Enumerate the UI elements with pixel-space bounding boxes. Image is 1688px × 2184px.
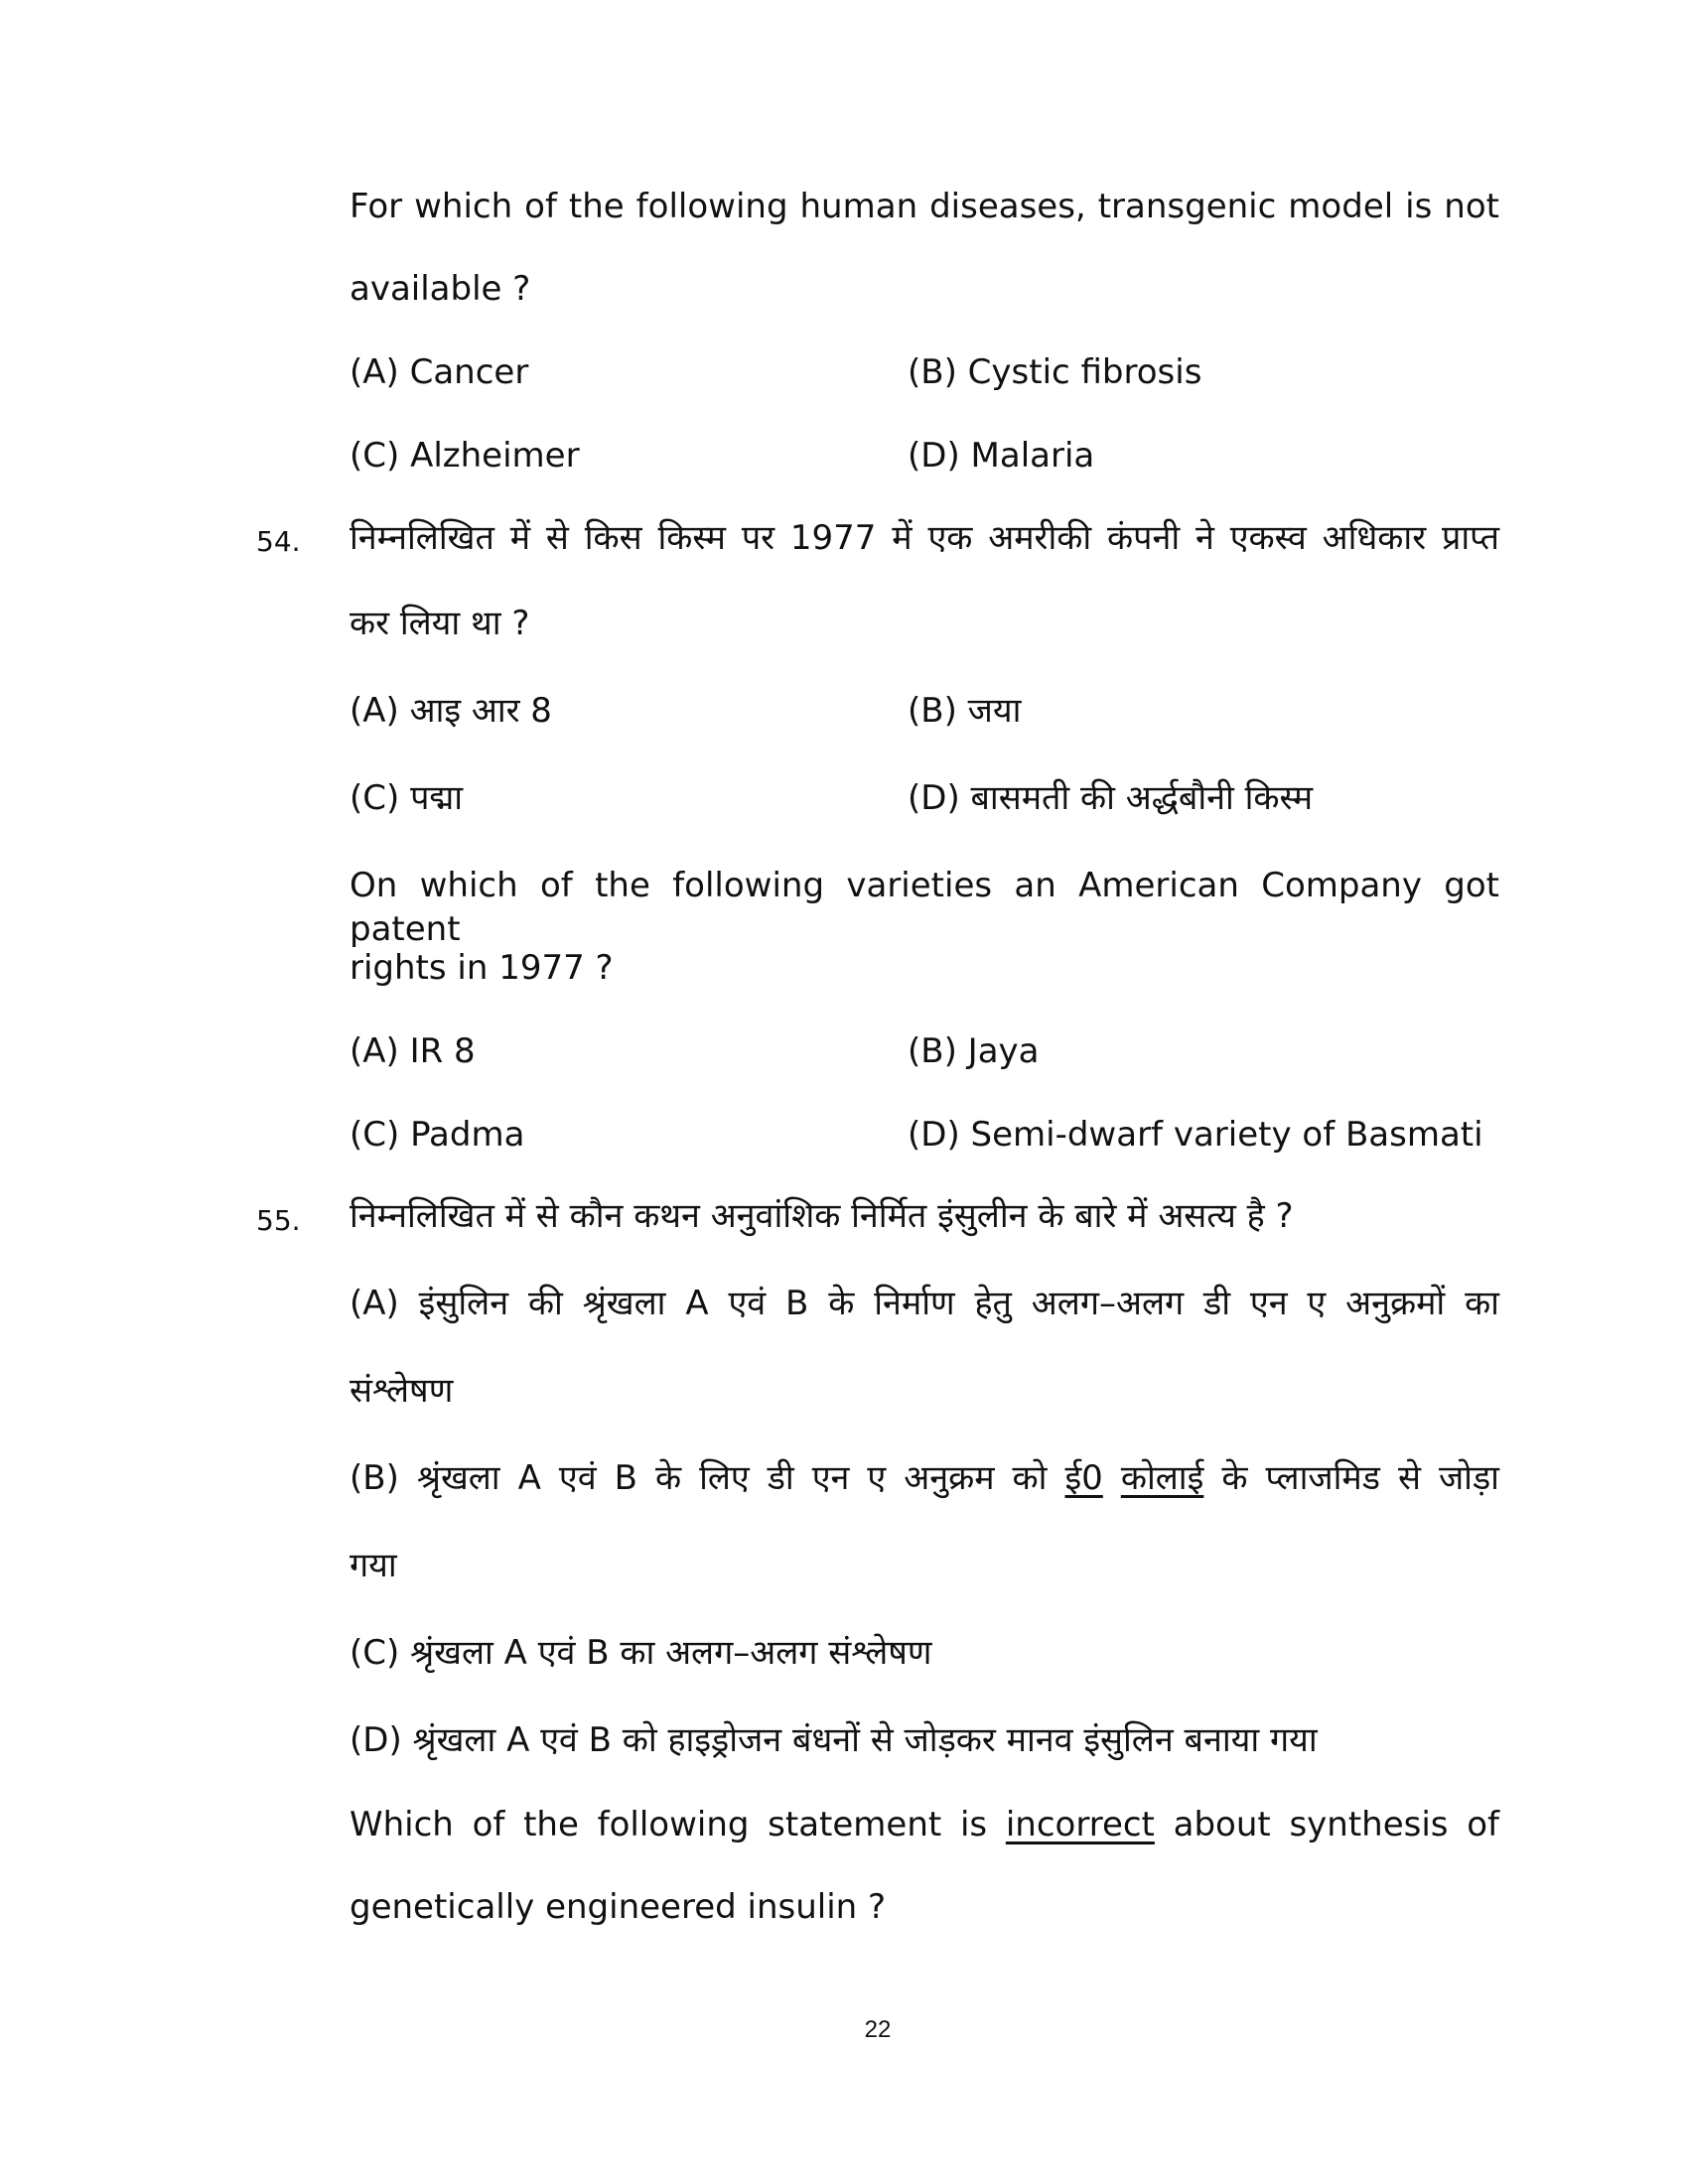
q53-option-a: (A) Cancer: [350, 352, 529, 392]
q54-hindi-option-a: (A) आइ आर 8: [350, 691, 552, 731]
q55-hindi-option-d: (D) श्रृंखला A एवं B को हाइड्रोजन बंधनों से जोड़कर मानव इंसुलिन बनाया गया: [350, 1720, 1318, 1760]
q55-english-line-1: [350, 1803, 1499, 1846]
q54-english-option-d: (D) Semi-dwarf variety of Basmati: [908, 1115, 1483, 1155]
q55-hindi-option-b-line-2: गया: [350, 1546, 397, 1585]
q54-hindi-line-2: कर लिया था ?: [350, 604, 530, 643]
q54-hindi-option-c: (C) पद्मा: [350, 778, 464, 818]
q55-english-text-start: Which of the following statement is: [350, 1805, 988, 1844]
q54-english-option-b: (B) Jaya: [908, 1031, 1040, 1071]
q53-option-c: (C) Alzheimer: [350, 436, 580, 476]
q54-english-option-a: (A) IR 8: [350, 1031, 476, 1071]
q55-option-b-underlined-e: ई0: [1064, 1458, 1103, 1498]
q55-english-underlined-incorrect: incorrect: [1005, 1805, 1155, 1844]
q54-english-option-c: (C) Padma: [350, 1115, 525, 1155]
q54-hindi-option-b: (B) जया: [908, 691, 1022, 731]
q53-english-line-2: available ?: [350, 269, 531, 309]
q55-english-text-end: about synthesis of: [1173, 1805, 1499, 1844]
q55-hindi-option-a-line-1: (A) इंसुलिन की श्रृंखला A एवं B के निर्माण हेतु अलग–अलग डी एन ए अनुक्रमों का: [350, 1284, 1499, 1323]
q54-hindi-option-d: (D) बासमती की अर्द्धबौनी किस्म: [908, 778, 1314, 818]
page-number: 22: [864, 2016, 892, 2043]
q55-hindi-option-c: (C) श्रृंखला A एवं B का अलग–अलग संश्लेषण: [350, 1633, 932, 1673]
q53-option-b: (B) Cystic fibrosis: [908, 352, 1202, 392]
q53-english-line-1: For which of the following human diseases, transgenic model is not: [350, 187, 1499, 226]
q55-option-b-text-end: के प्लाजमिड से जोड़ा: [1221, 1458, 1499, 1498]
q55-number: 55.: [256, 1204, 301, 1237]
q55-hindi-question: निम्नलिखित में से कौन कथन अनुवांशिक निर्मित इंसुलीन के बारे में असत्य है ?: [350, 1196, 1294, 1236]
q54-number: 54.: [256, 525, 301, 558]
q54-english-line-1: On which of the following varieties an American Company got patent: [350, 866, 1499, 949]
q55-option-b-underlined-coli: कोलाई: [1120, 1458, 1204, 1498]
q54-hindi-line-1: निम्नलिखित में से किस किस्म पर 1977 में एक अमरीकी कंपनी ने एकस्व अधिकार प्राप्त: [350, 518, 1499, 558]
q55-hindi-option-b-line-1: [350, 1456, 1499, 1500]
q54-english-line-2: rights in 1977 ?: [350, 948, 614, 988]
q53-option-d: (D) Malaria: [908, 436, 1095, 476]
q55-english-line-2: genetically engineered insulin ?: [350, 1887, 887, 1927]
q55-option-b-text-start: (B) श्रृंखला A एवं B के लिए डी एन ए अनुक्रम को: [350, 1458, 1048, 1498]
q55-hindi-option-a-line-2: संश्लेषण: [350, 1371, 454, 1411]
